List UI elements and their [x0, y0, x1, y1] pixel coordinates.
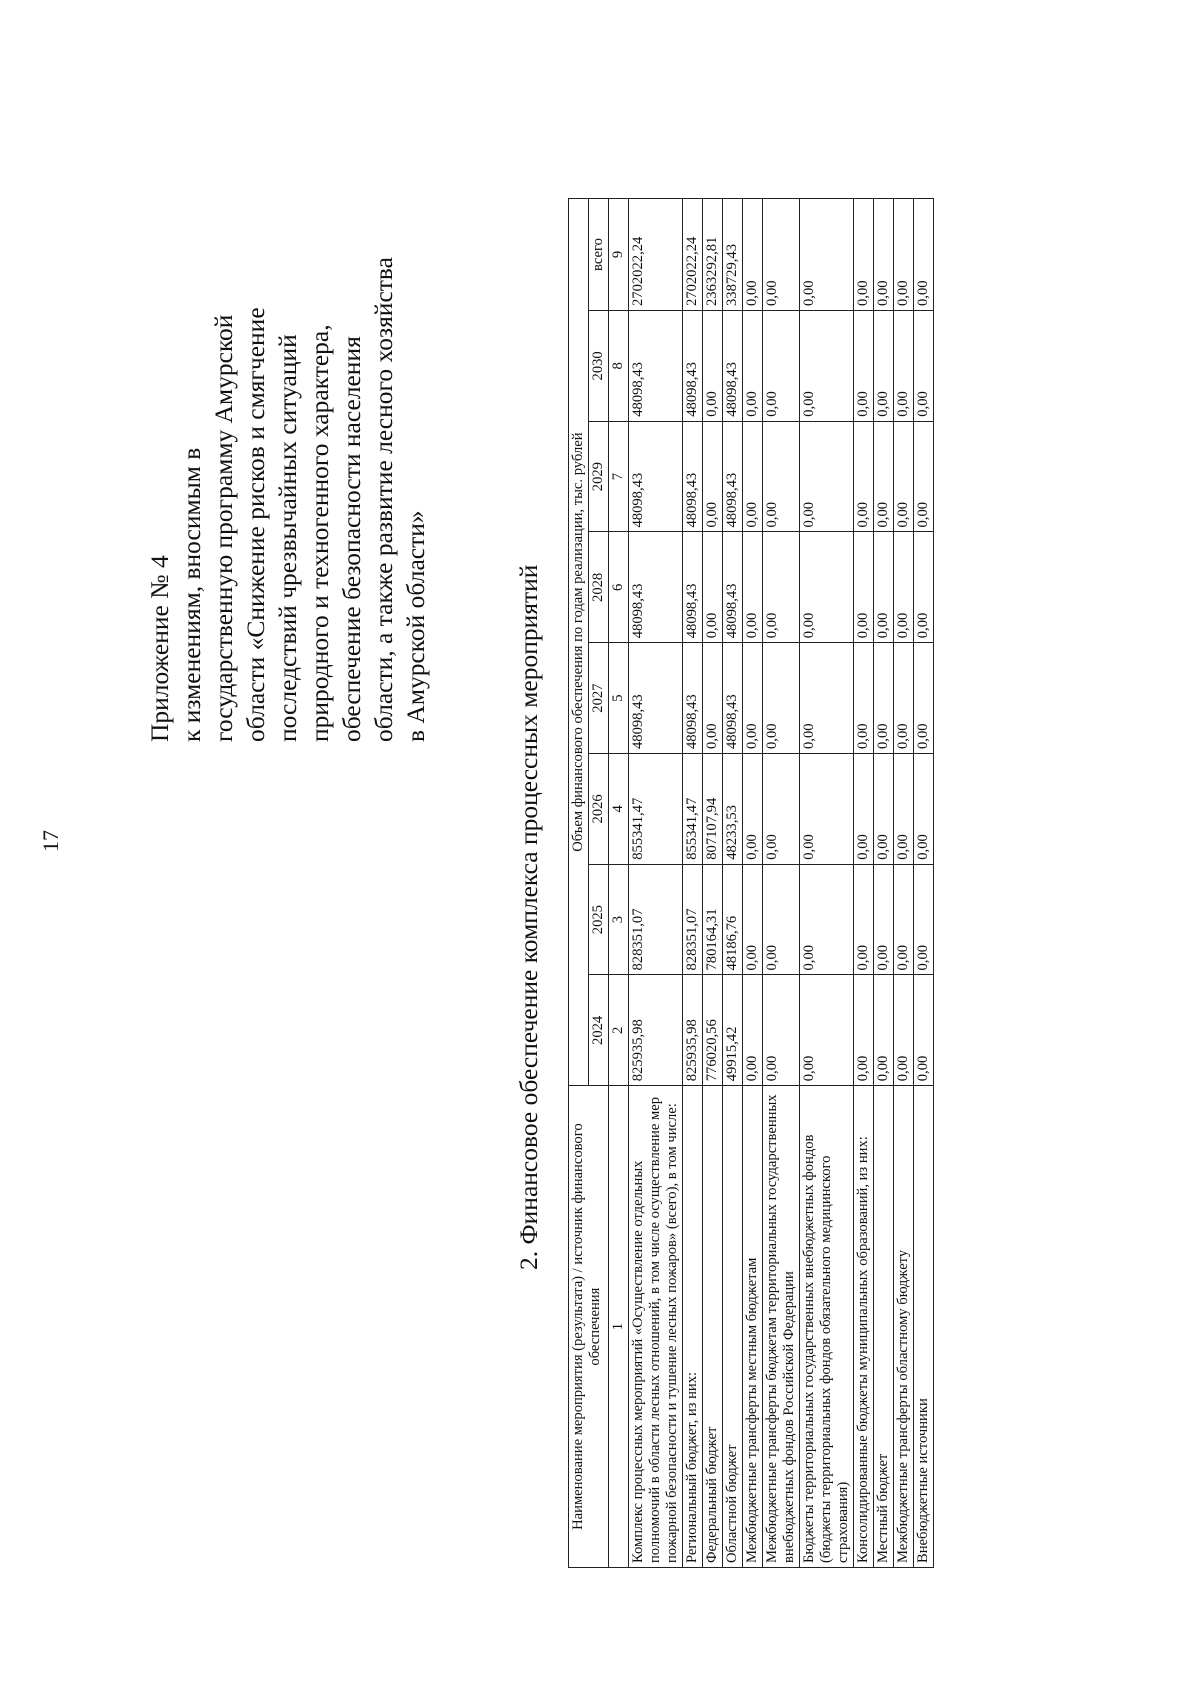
- cell-value: 48098,43: [683, 643, 703, 754]
- header-volume-cell: Объем финансового обеспечения по годам реализации, тыс. рублей: [569, 199, 589, 1086]
- row-name: Внебюджетные источники: [914, 1086, 934, 1568]
- table-row: [894, 199, 914, 1568]
- row-name: Бюджеты территориальных государственных внебюджетных фондов (бюджеты территориальных фондов обязательного медицинского страхования): [800, 1086, 854, 1568]
- cell-value: 0,00: [874, 975, 894, 1086]
- cell-value: 0,00: [894, 643, 914, 754]
- cell-value: 0,00: [703, 532, 723, 643]
- cell-value: 48098,43: [629, 643, 683, 754]
- row-name: Областной бюджет: [723, 1086, 743, 1568]
- table-row: [914, 199, 934, 1568]
- cell-value: 0,00: [743, 199, 763, 311]
- cell-value: 0,00: [763, 311, 800, 422]
- appendix-line: к изменениям, вносимым в: [177, 447, 206, 742]
- cell-value: 776020,56: [703, 975, 723, 1086]
- cell-value: 0,00: [854, 643, 874, 754]
- appendix-block: [144, 257, 432, 742]
- cell-value: 0,00: [743, 311, 763, 422]
- cell-value: 0,00: [800, 864, 854, 975]
- cell-value: 0,00: [854, 975, 874, 1086]
- column-number: 2: [609, 975, 629, 1086]
- cell-value: 855341,47: [629, 754, 683, 865]
- table-row: [763, 199, 800, 1568]
- column-number: 1: [609, 1086, 629, 1568]
- cell-value: 0,00: [703, 311, 723, 422]
- cell-value: 48098,43: [683, 421, 703, 532]
- header-year: 2029: [589, 421, 609, 532]
- cell-value: 0,00: [914, 532, 934, 643]
- header-total: всего: [589, 199, 609, 311]
- column-number: 9: [609, 199, 629, 311]
- cell-value: 0,00: [743, 421, 763, 532]
- table-row: [854, 199, 874, 1568]
- cell-value: 0,00: [763, 421, 800, 532]
- cell-value: 0,00: [743, 532, 763, 643]
- cell-value: 0,00: [854, 532, 874, 643]
- row-name: Консолидированные бюджеты муниципальных образований, из них:: [854, 1086, 874, 1568]
- cell-value: 0,00: [914, 975, 934, 1086]
- cell-value: 48098,43: [683, 311, 703, 422]
- column-number: 8: [609, 311, 629, 422]
- cell-value: 0,00: [914, 311, 934, 422]
- appendix-line: последствий чрезвычайных ситуаций: [273, 334, 302, 742]
- cell-value: 0,00: [914, 643, 934, 754]
- table-row: [683, 199, 703, 1568]
- cell-value: 0,00: [874, 864, 894, 975]
- appendix-line: государственную программу Амурской: [209, 314, 238, 742]
- cell-value: 825935,98: [629, 975, 683, 1086]
- column-number: 7: [609, 421, 629, 532]
- cell-value: 2702022,24: [629, 199, 683, 311]
- column-number: 4: [609, 754, 629, 865]
- cell-value: 0,00: [763, 864, 800, 975]
- cell-value: 0,00: [854, 199, 874, 311]
- row-name: Межбюджетные трансферты бюджетам территориальных государственных внебюджетных фондов Российской Федерации: [763, 1086, 800, 1568]
- rotated-page-content: [40, 80, 1170, 1660]
- cell-value: 0,00: [800, 421, 854, 532]
- cell-value: 48186,76: [723, 864, 743, 975]
- table-row: [874, 199, 894, 1568]
- cell-value: 0,00: [914, 754, 934, 865]
- cell-value: 0,00: [703, 643, 723, 754]
- header-year: 2027: [589, 643, 609, 754]
- row-name: Комплекс процессных мероприятий «Осуществление отдельных полномочий в области лесных отношений, в том числе осуществление мер пожарной безопасности и тушение лесных пожаров» (всего), в том числе:: [629, 1086, 683, 1568]
- header-year: 2028: [589, 532, 609, 643]
- table-row: [703, 199, 723, 1568]
- column-numbers-row: [609, 199, 629, 1568]
- appendix-line: области, а также развитие лесного хозяйства: [369, 257, 398, 742]
- financial-table: [568, 198, 934, 1568]
- column-number: 6: [609, 532, 629, 643]
- cell-value: 828351,07: [683, 864, 703, 975]
- cell-value: 0,00: [703, 421, 723, 532]
- cell-value: 0,00: [743, 975, 763, 1086]
- cell-value: 48098,43: [683, 532, 703, 643]
- cell-value: 0,00: [894, 754, 914, 865]
- table-row: [800, 199, 854, 1568]
- cell-value: 48098,43: [629, 421, 683, 532]
- cell-value: 0,00: [854, 311, 874, 422]
- row-name: Межбюджетные трансферты областному бюджету: [894, 1086, 914, 1568]
- cell-value: 0,00: [800, 754, 854, 865]
- cell-value: 780164,31: [703, 864, 723, 975]
- cell-value: 0,00: [914, 421, 934, 532]
- section-title: 2. Финансовое обеспечение комплекса процессных мероприятий: [514, 564, 543, 1270]
- cell-value: 48098,43: [723, 421, 743, 532]
- cell-value: 0,00: [763, 643, 800, 754]
- row-name: Межбюджетные трансферты местным бюджетам: [743, 1086, 763, 1568]
- cell-value: 0,00: [874, 532, 894, 643]
- header-year: 2025: [589, 864, 609, 975]
- cell-value: 0,00: [854, 864, 874, 975]
- cell-value: 49915,42: [723, 975, 743, 1086]
- appendix-line: в Амурской области»: [401, 510, 430, 742]
- cell-value: 0,00: [894, 199, 914, 311]
- cell-value: 0,00: [800, 532, 854, 643]
- cell-value: 0,00: [763, 754, 800, 865]
- column-number: 5: [609, 643, 629, 754]
- cell-value: 0,00: [874, 199, 894, 311]
- cell-value: 828351,07: [629, 864, 683, 975]
- cell-value: 0,00: [894, 421, 914, 532]
- cell-value: 0,00: [874, 311, 894, 422]
- cell-value: 0,00: [894, 975, 914, 1086]
- cell-value: 807107,94: [703, 754, 723, 865]
- cell-value: 0,00: [743, 864, 763, 975]
- appendix-line: обеспечение безопасности населения: [337, 336, 366, 742]
- table-row: [723, 199, 743, 1568]
- cell-value: 338729,43: [723, 199, 743, 311]
- cell-value: 0,00: [874, 643, 894, 754]
- cell-value: 0,00: [763, 199, 800, 311]
- header-year: 2030: [589, 311, 609, 422]
- cell-value: 0,00: [743, 754, 763, 865]
- cell-value: 0,00: [894, 311, 914, 422]
- appendix-line: природного и техногенного характера,: [305, 324, 334, 742]
- cell-value: 2702022,24: [683, 199, 703, 311]
- cell-value: 0,00: [894, 864, 914, 975]
- cell-value: 0,00: [800, 311, 854, 422]
- cell-value: 0,00: [914, 199, 934, 311]
- cell-value: 0,00: [743, 643, 763, 754]
- cell-value: 0,00: [763, 975, 800, 1086]
- cell-value: 48233,53: [723, 754, 743, 865]
- column-number: 3: [609, 864, 629, 975]
- table-row: [629, 199, 683, 1568]
- cell-value: 48098,43: [629, 532, 683, 643]
- cell-value: 0,00: [800, 643, 854, 754]
- header-year: 2024: [589, 975, 609, 1086]
- cell-value: 0,00: [854, 421, 874, 532]
- cell-value: 0,00: [763, 532, 800, 643]
- row-name: Местный бюджет: [874, 1086, 894, 1568]
- cell-value: 0,00: [874, 421, 894, 532]
- row-name: Федеральный бюджет: [703, 1086, 723, 1568]
- cell-value: 48098,43: [629, 311, 683, 422]
- cell-value: 48098,43: [723, 643, 743, 754]
- header-name-cell: Наименование мероприятия (результата) / источник финансового обеспечения: [569, 1086, 609, 1568]
- cell-value: 48098,43: [723, 311, 743, 422]
- cell-value: 825935,98: [683, 975, 703, 1086]
- cell-value: 0,00: [894, 532, 914, 643]
- page-number: 17: [38, 830, 63, 852]
- cell-value: 0,00: [800, 199, 854, 311]
- appendix-line: области «Снижение рисков и смягчение: [241, 307, 270, 742]
- header-row: [569, 199, 589, 1568]
- appendix-title: Приложение № 4: [145, 555, 174, 742]
- header-year: 2026: [589, 754, 609, 865]
- cell-value: 0,00: [800, 975, 854, 1086]
- row-name: Региональный бюджет, из них:: [683, 1086, 703, 1568]
- table-row: [743, 199, 763, 1568]
- cell-value: 0,00: [914, 864, 934, 975]
- cell-value: 855341,47: [683, 754, 703, 865]
- cell-value: 0,00: [854, 754, 874, 865]
- cell-value: 2363292,81: [703, 199, 723, 311]
- cell-value: 48098,43: [723, 532, 743, 643]
- cell-value: 0,00: [874, 754, 894, 865]
